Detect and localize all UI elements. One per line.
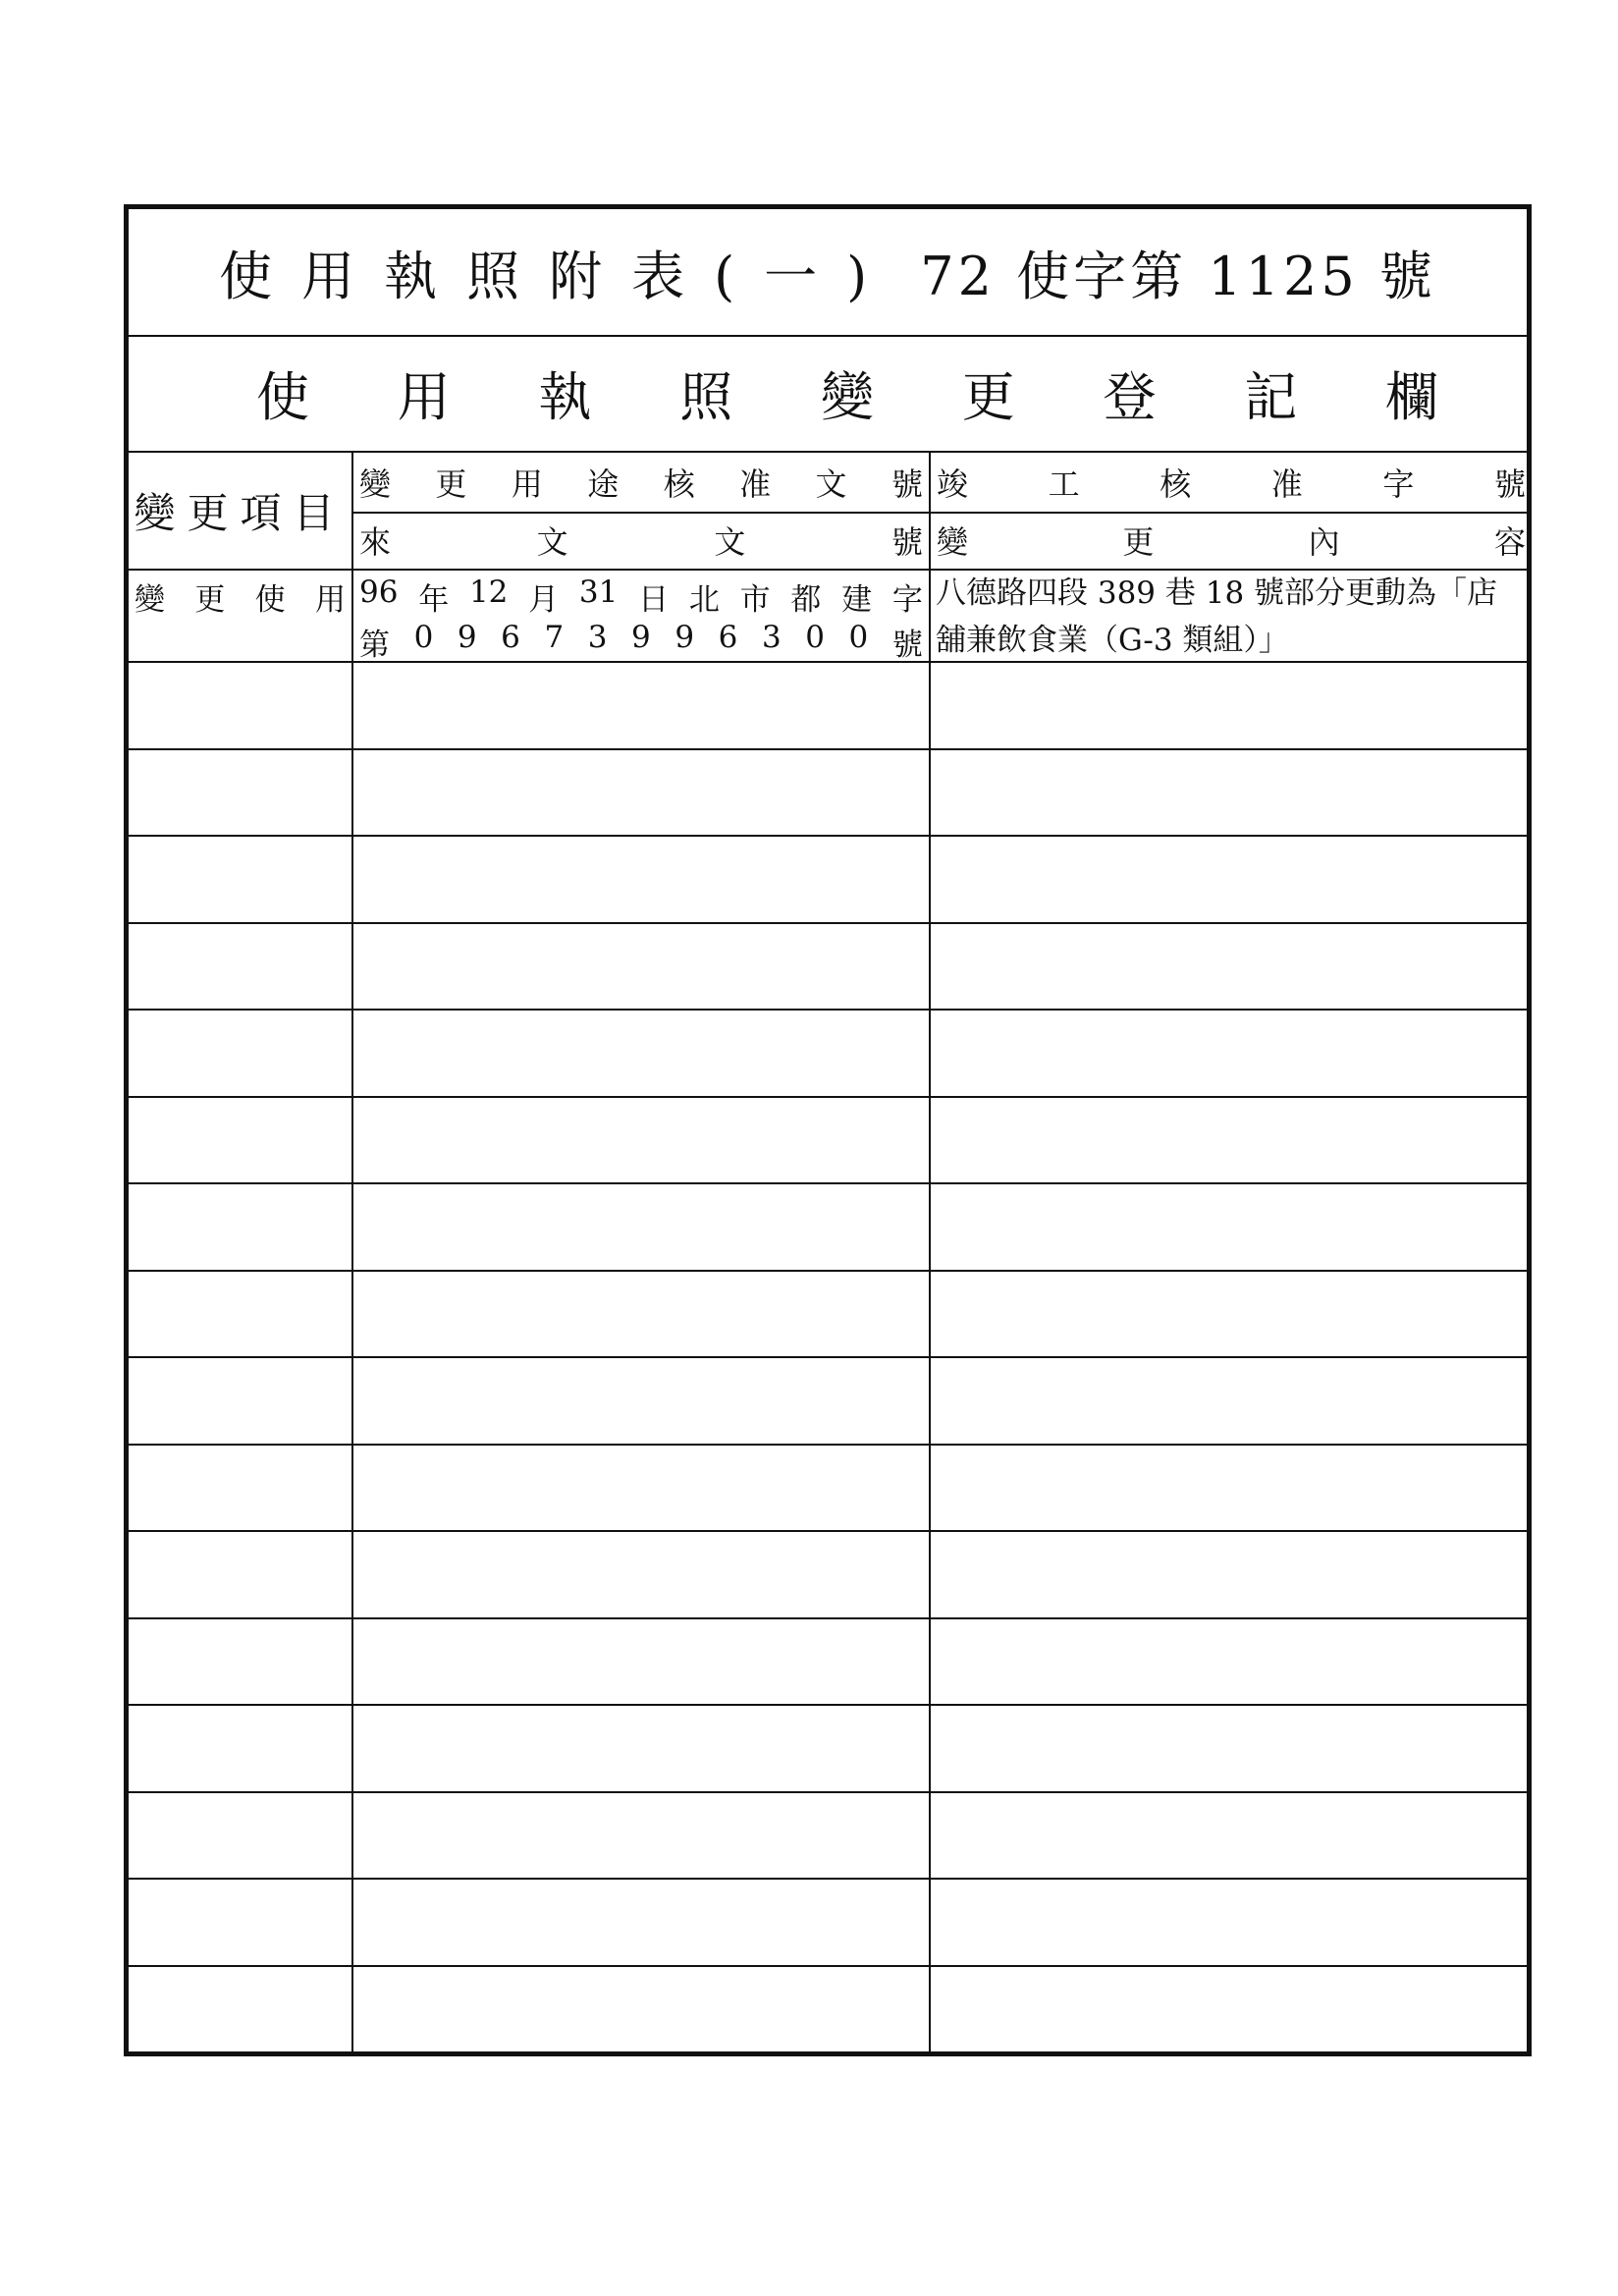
header-char: 更 [1122,523,1155,561]
title-text [219,235,896,310]
doc-char: 號 [891,628,923,663]
doc-char: 建 [841,582,873,618]
row-doc-line2 [353,620,929,664]
doc-char: 0 [805,620,825,655]
row-separator [129,1356,1532,1358]
section-char: 使 [256,365,309,428]
doc-char: 7 [544,620,565,655]
row-separator [129,1791,1532,1793]
license-number: 72 使字第 1125 號 [920,245,1436,307]
row-separator [129,1096,1532,1098]
doc-char: 31 [578,574,619,610]
row-separator [129,1878,1532,1880]
header-char: 號 [890,523,923,561]
header-char: 容 [1493,523,1526,561]
header-char: 號 [1493,465,1526,503]
header-char: 核 [663,465,695,503]
header-char: 字 [1382,465,1415,503]
item-char: 使 [254,582,286,618]
doc-char: 日 [638,582,670,618]
doc-char: 0 [848,620,869,655]
section-char: 執 [538,365,592,428]
item-char: 變 [135,582,165,618]
item-char: 用 [314,582,346,618]
doc-char: 9 [457,620,477,655]
header-incoming-doc [353,512,929,569]
doc-char: 第 [359,628,390,663]
header-char: 文 [536,523,568,561]
row-separator [129,922,1532,924]
section-char: 變 [821,365,874,428]
row-separator [129,1270,1532,1272]
title-char: 照 [466,245,550,307]
header-char: 竣 [937,465,969,503]
section-heading [129,335,1527,453]
title-char: (一) [714,245,897,307]
row-separator [129,1009,1532,1011]
doc-char: 都 [790,582,822,618]
doc-char: 6 [718,620,738,655]
header-char: 文 [714,523,746,561]
title-char: 附 [549,245,632,307]
license-form [124,204,1532,2056]
header-char: 途 [587,465,620,503]
header-char: 用 [511,465,543,503]
doc-char: 0 [413,620,434,655]
row-doc-line1 [353,574,929,619]
header-char: 核 [1160,465,1192,503]
header-char: 變 [937,523,969,561]
section-char: 欄 [1385,365,1438,428]
row-separator [129,1182,1532,1184]
row-separator [129,1617,1532,1619]
doc-char: 3 [587,620,608,655]
row-separator [129,748,1532,750]
doc-char: 9 [674,620,695,655]
column-divider [351,453,353,2051]
row-separator [129,835,1532,837]
section-char: 更 [961,365,1015,428]
header-approval-doc [353,453,929,512]
section-char: 用 [397,365,451,428]
row-separator [129,1444,1532,1446]
title-char: 用 [301,245,385,307]
row-separator [129,1530,1532,1532]
header-change-content [931,512,1532,569]
header-char: 來 [359,523,392,561]
header-char: 更 [435,465,467,503]
header-char: 變 [359,465,392,503]
section-char: 登 [1103,365,1157,428]
doc-char: 月 [528,582,560,618]
header-change-item: 變更項目 [134,489,347,537]
item-char: 更 [194,582,226,618]
title-char: 表 [631,245,715,307]
row-item [129,574,351,619]
title-char: 執 [384,245,467,307]
header-char: 工 [1048,465,1080,503]
header-char: 號 [890,465,923,503]
header-char: 文 [815,465,847,503]
doc-char: 北 [688,582,720,618]
title-char: 使 [219,245,302,307]
doc-char: 年 [418,582,450,618]
doc-char: 字 [891,582,923,618]
change-table [129,453,1527,2051]
form-title [129,209,1527,337]
header-completion-no [931,453,1532,512]
row-separator [129,1704,1532,1706]
section-char: 記 [1244,365,1298,428]
column-divider [929,453,931,2051]
header-char: 內 [1308,523,1340,561]
section-char: 照 [679,365,733,428]
doc-char: 96 [359,574,399,610]
header-char: 准 [739,465,772,503]
row-separator [129,661,1532,663]
doc-char: 3 [761,620,782,655]
doc-char: 9 [631,620,651,655]
doc-char: 12 [468,574,509,610]
doc-char: 市 [739,582,771,618]
row-separator [129,1965,1532,1967]
header-char: 准 [1270,465,1303,503]
doc-char: 6 [501,620,520,655]
row-content-line2: 舖兼飲食業（G-3 類組）」 [936,623,1289,658]
row-content-line1: 八德路四段 389 巷 18 號部分更動為「店 [936,575,1498,611]
